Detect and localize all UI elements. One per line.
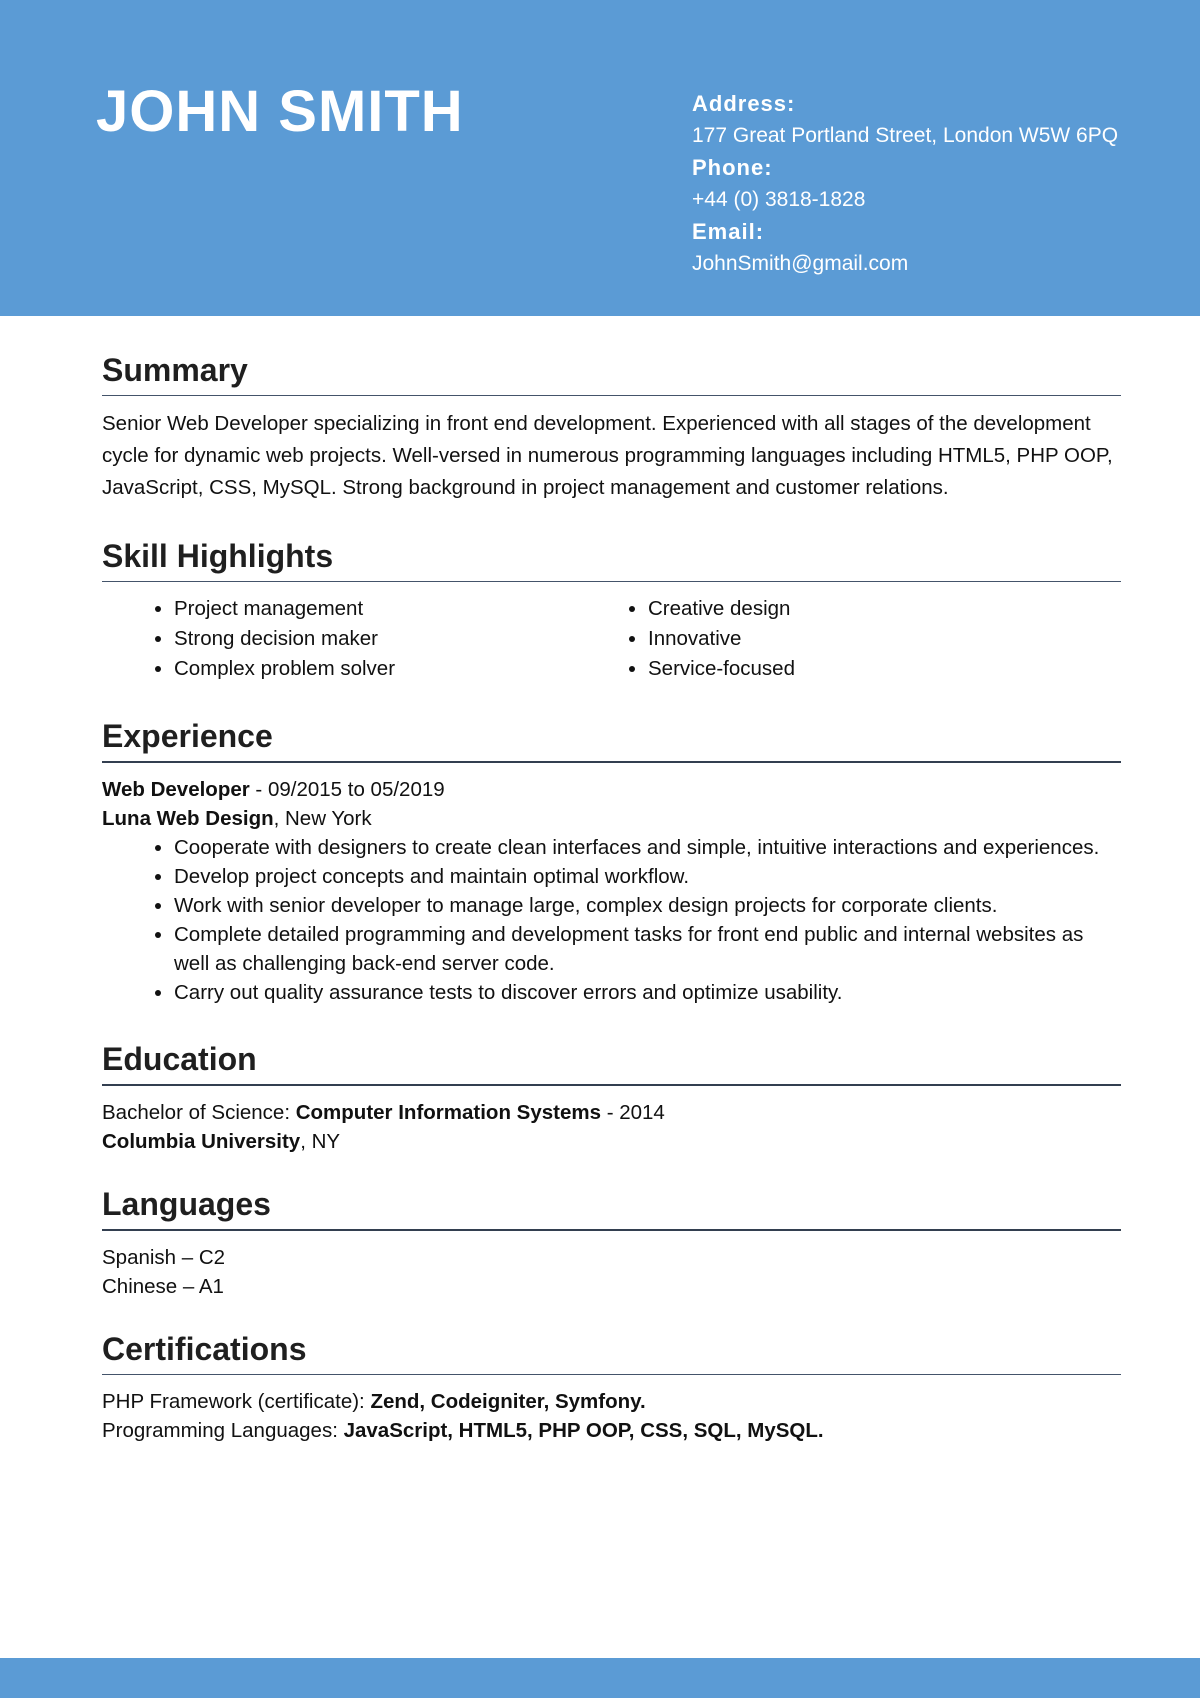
experience-bullet: • Develop project concepts and maintain optimal workflow. [174,862,1121,891]
school-line [102,1127,1121,1156]
degree-line [102,1098,1121,1127]
skill-item: • Complex problem solver [174,654,648,684]
experience-bullet: • Work with senior developer to manage large, complex design projects for corporate clients. [174,891,1121,920]
skill-item: • Creative design [648,594,1048,624]
education-section [102,1041,1121,1156]
company-location: , New York [273,807,372,830]
summary-heading: Summary [102,352,1121,396]
skills-section [102,538,1121,684]
experience-bullet: • Complete detailed programming and development tasks for front end public and internal websites as well as challenging back-end server code. [174,920,1121,978]
email-value[interactable]: JohnSmith@gmail.com [692,252,909,275]
education-heading: Education [102,1041,1121,1086]
address-label: Address: [692,91,796,116]
resume-body [102,352,1121,1475]
skill-item: • Project management [174,594,648,624]
school-name: Columbia University [102,1130,301,1153]
skills-list [102,594,1121,684]
phone-value: +44 (0) 3818-1828 [692,188,866,211]
job-dates: - 09/2015 to 05/2019 [249,778,445,801]
degree-prefix: Bachelor of Science: [102,1101,296,1124]
skill-item: • Strong decision maker [174,624,648,654]
skill-item: • Innovative [648,624,1048,654]
summary-text: Senior Web Developer specializing in front end development. Experienced with all stages of the development cycle for dynamic web projects. Well-versed in numerous programming languages including HTML5, PHP OOP, JavaScript, CSS, MySQL. Strong background in project management and customer relations. [102,412,1113,499]
job-title-line [102,775,1121,804]
language-item: Chinese – A1 [102,1275,224,1298]
address-value: 177 Great Portland Street, London W5W 6PQ [692,124,1119,147]
phone-label: Phone: [692,155,773,180]
email-label: Email: [692,219,765,244]
skills-heading: Skill Highlights [102,538,1121,582]
language-item: Spanish – C2 [102,1246,226,1269]
candidate-name: JOHN SMITH [96,79,464,144]
job-role: Web Developer [102,778,250,801]
certification-value: JavaScript, HTML5, PHP OOP, CSS, SQL, MySQL. [343,1419,824,1442]
school-location: , NY [300,1130,341,1153]
certification-value: Zend, Codeigniter, Symfony. [370,1390,646,1413]
company-name: Luna Web Design [102,807,274,830]
certification-line [102,1387,1121,1416]
header-banner [0,0,1200,316]
certification-prefix: Programming Languages: [102,1419,344,1442]
certifications-section [102,1331,1121,1445]
languages-heading: Languages [102,1186,1121,1231]
summary-section [102,352,1121,504]
languages-section [102,1186,1121,1301]
company-line [102,804,1121,833]
experience-section [102,718,1121,1007]
degree-year: - 2014 [601,1101,665,1124]
certification-line [102,1416,1121,1445]
skill-item: • Service-focused [648,654,1048,684]
degree-field: Computer Information Systems [295,1101,602,1124]
experience-bullet: • Carry out quality assurance tests to discover errors and optimize usability. [174,978,1121,1007]
contact-block [692,92,1118,284]
certification-prefix: PHP Framework (certificate): [102,1390,371,1413]
experience-bullets [102,833,1121,1007]
footer-bar [0,1658,1200,1698]
experience-heading: Experience [102,718,1121,763]
certifications-heading: Certifications [102,1331,1121,1375]
experience-bullet: • Cooperate with designers to create clean interfaces and simple, intuitive interactions and experiences. [174,833,1121,862]
